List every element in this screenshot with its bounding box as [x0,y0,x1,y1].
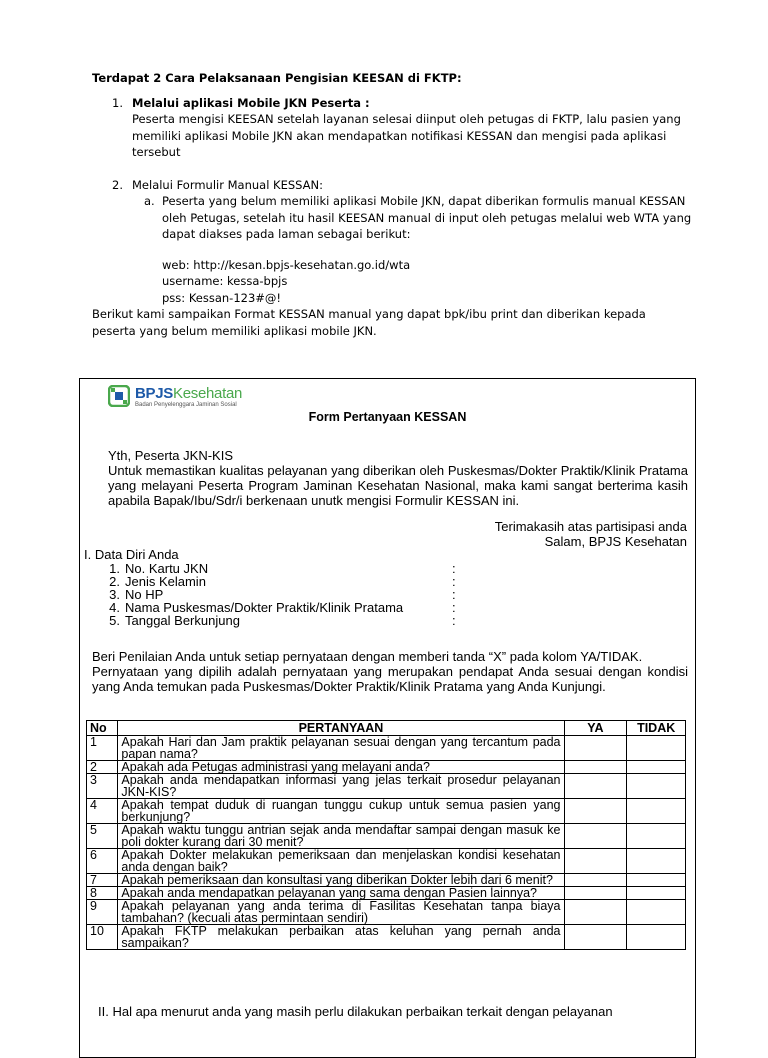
yes-cell[interactable] [564,900,627,925]
form-intro-text: Untuk memastikan kualitas pelayanan yang diberikan oleh Puskesmas/Dokter Praktik/Klinik Pratama yang melayani Peserta Program Jaminan Kesehatan Nasional, maka kami sangat berterima kasih apabila Bapak/Ibu/Sdr/i berkenaan unutk mengisi Formulir KESSAN ini. [108,463,688,508]
question-text: Apakah anda mendapatkan pelayanan yang sama dengan Pasien lainnya? [118,887,564,900]
section-1-title: I. Data Diri Anda [84,547,179,562]
thanks-block [495,519,687,549]
personal-data-fields [108,562,588,627]
field-row[interactable]: 4. Nama Puskesmas/Dokter Praktik/Klinik Pratama : [109,600,456,615]
table-row: 9 Apakah pelayanan yang anda terima di Fasilitas Kesehatan tanpa biaya tambahan? (kecuali atas permintaan sendiri) [87,900,686,925]
rating-line-2: Pernyataan yang dipilih adalah pernyataan yang merupakan pendapat Anda sesuai dengan kondisi yang Anda temukan pada Puskesmas/Dokter Praktik/Klinik Pratama yang Anda Kunjungi. [92,664,688,694]
no-cell[interactable] [627,900,686,925]
yes-cell[interactable] [564,849,627,874]
question-text: Apakah waktu tunggu antrian sejak anda mendaftar sampai dengan masuk ke poli dokter kurang dari 30 menit? [118,824,564,849]
rating-line-1: Beri Penilaian Anda untuk setiap pernyataan dengan memberi tanda “X” pada kolom YA/TIDAK. [92,649,643,664]
question-text: Apakah Hari dan Jam praktik pelayanan sesuai dengan yang tercantum pada papan nama? [118,736,564,761]
yes-cell[interactable] [564,887,627,900]
no-cell[interactable] [627,887,686,900]
salutation: Yth, Peserta JKN-KIS [108,448,233,463]
bpjs-logo-icon [108,385,130,407]
kessan-form [79,378,696,1058]
question-text: Apakah pelayanan yang anda terima di Fasilitas Kesehatan tanpa biaya tambahan? (kecuali atas permintaan sendiri) [118,900,564,925]
question-text: Apakah anda mendapatkan informasi yang jelas terkait prosedur pelayanan JKN-KIS? [118,774,564,799]
table-row: 1 Apakah Hari dan Jam praktik pelayanan sesuai dengan yang tercantum pada papan nama? [87,736,686,761]
table-row: 10 Apakah FKTP melakukan perbaikan atas keluhan yang pernah anda sampaikan? [87,925,686,950]
table-row: 3 Apakah anda mendapatkan informasi yang jelas terkait prosedur pelayanan JKN-KIS? [87,774,686,799]
method-1-title: Melalui aplikasi Mobile JKN Peserta : [132,95,370,110]
yes-cell[interactable] [564,874,627,887]
table-row: 6 Apakah Dokter melakukan pemeriksaan dan menjelaskan kondisi kesehatan anda dengan baik? [87,849,686,874]
no-cell[interactable] [627,925,686,950]
username-text: username: kessa-bpjs [162,274,288,288]
yes-cell[interactable] [564,824,627,849]
form-title: Form Pertanyaan KESSAN [308,410,467,424]
intro-section [92,70,692,339]
field-label: Tanggal Berkunjung [125,613,240,628]
credentials-block [92,257,692,307]
no-cell[interactable] [627,761,686,774]
yes-cell[interactable] [564,774,627,799]
yes-cell[interactable] [564,799,627,824]
method-1 [92,95,692,161]
method-1-body: Peserta mengisi KEESAN setelah layanan selesai diinput oleh petugas di FKTP, lalu pasien yang memiliki aplikasi Mobile JKN akan mendapatkan notifikasi KESSAN dan mengisi pada aplikasi tersebut [132,112,681,159]
web-url: web: http://kesan.bpjs-kesehatan.go.id/wta [162,257,411,272]
no-cell[interactable] [627,736,686,761]
bpjs-logo [108,385,242,409]
thanks-text: Terimakasih atas partisipasi anda [494,519,687,534]
question-text: Apakah pemeriksaan dan konsultasi yang diberikan Dokter lebih dari 6 menit? [118,874,564,887]
question-table [86,720,686,950]
method-2-number: 2. [112,177,123,192]
no-cell[interactable] [627,849,686,874]
yes-cell[interactable] [564,925,627,950]
field-row[interactable]: 3. No HP : [109,587,456,602]
header-question: PERTANYAAN [118,721,564,736]
no-cell[interactable] [627,874,686,887]
question-text: Apakah tempat duduk di ruangan tunggu cukup untuk semua pasien yang berkunjung? [118,799,564,824]
yes-cell[interactable] [564,761,627,774]
header-yes: YA [564,721,627,736]
question-text: Apakah Dokter melakukan pemeriksaan dan menjelaskan kondisi kesehatan anda dengan baik? [118,849,564,874]
field-row[interactable]: 1. No. Kartu JKN : [109,561,456,576]
intro-heading: Terdapat 2 Cara Pelaksanaan Pengisian KEESAN di FKTP: [92,71,462,85]
field-label: Jenis Kelamin [125,574,206,589]
no-cell[interactable] [627,774,686,799]
field-row[interactable]: 2. Jenis Kelamin : [109,574,456,589]
field-label: No HP [125,587,164,602]
logo-tagline: Badan Penyelenggara Jaminan Sosial [135,402,237,408]
section-2-title: II. Hal apa menurut anda yang masih perlu dilakukan perbaikan terkait dengan pelayanan [98,1004,613,1019]
method-2-sub-body: Peserta yang belum memiliki aplikasi Mobile JKN, dapat diberikan formulis manual KESSAN oleh Petugas, setelah itu hasil KEESAN manual di input oleh petugas melalui web WTA yang dapat diakses pada laman sebagai berikut: [162,194,692,241]
no-cell[interactable] [627,799,686,824]
method-2 [92,177,692,243]
yes-cell[interactable] [564,736,627,761]
table-row: 5 Apakah waktu tunggu antrian sejak anda mendaftar sampai dengan masuk ke poli dokter kurang dari 30 menit? [87,824,686,849]
method-2-sub-letter: a. [144,194,155,208]
method-1-number: 1. [112,95,123,110]
field-label: Nama Puskesmas/Dokter Praktik/Klinik Pratama [125,600,404,615]
method-2-sub-a [132,193,692,243]
table-row: 4 Apakah tempat duduk di ruangan tunggu cukup untuk semua pasien yang berkunjung? [87,799,686,824]
table-row: 2 Apakah ada Petugas administrasi yang melayani anda? [87,761,686,774]
table-row: 7 Apakah pemeriksaan dan konsultasi yang diberikan Dokter lebih dari 6 menit? [87,874,686,887]
field-label: No. Kartu JKN [125,561,209,576]
method-2-title: Melalui Formulir Manual KESSAN: [132,177,324,192]
question-text: Apakah ada Petugas administrasi yang melayani anda? [118,761,564,774]
table-row: 8 Apakah anda mendapatkan pelayanan yang sama dengan Pasien lainnya? [87,887,686,900]
no-cell[interactable] [627,824,686,849]
header-no-answer: TIDAK [627,721,686,736]
table-header-row [87,721,686,736]
logo-wordmark: BPJSKesehatan [135,385,243,402]
signoff-text: Salam, BPJS Kesehatan [544,534,687,549]
rating-instructions [92,649,688,694]
closing-paragraph: Berikut kami sampaikan Format KESSAN manual yang dapat bpk/ibu print dan diberikan kepada peserta yang belum memiliki aplikasi mobile JKN. [92,307,646,338]
header-no: No [87,721,118,736]
password-text: pss: Kessan-123#@! [162,290,282,305]
question-text: Apakah FKTP melakukan perbaikan atas keluhan yang pernah anda sampaikan? [118,925,564,950]
field-row[interactable]: 5. Tanggal Berkunjung : [109,613,456,628]
greeting-block [108,448,688,508]
